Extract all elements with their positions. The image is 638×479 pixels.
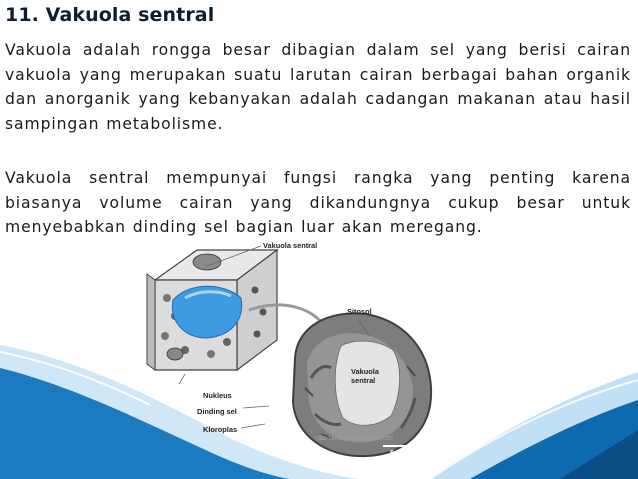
figure-watermark: rabi-biologi.blogspot.com	[315, 435, 393, 442]
label-sitosol: Sitosol	[347, 307, 372, 316]
label-kloroplas: Kloroplas	[203, 425, 238, 434]
label-center-line-2: sentral	[351, 376, 376, 385]
paragraph-function: Vakuola sentral mempunyai fungsi rangka yang penting karena biasanya volume cairan yang dikandungnya cukup besar untuk menyebabkan dinding sel bagian luar akan meregang.	[5, 169, 631, 236]
label-center-line-1: Vakuola	[351, 367, 379, 376]
label-vakuola-sentral: Vakuola sentral	[263, 241, 318, 250]
vacuole-figure	[145, 238, 435, 460]
slide-title: 11. Vakuola sentral	[5, 4, 215, 26]
scale-bar-label: 5 µm	[390, 448, 407, 457]
paragraph-definition: Vakuola adalah rongga besar dibagian dalam sel yang berisi cairan vakuola yang merupakan suatu larutan cairan berbagai bahan organik dan anorganik yang kebanyakan adalah cadangan makanan atau hasil sampingan metabolisme.	[5, 41, 631, 133]
plant-cell-diagram	[147, 250, 277, 370]
label-dinding-sel: Dinding sel	[197, 407, 237, 416]
label-nukleus: Nukleus	[203, 391, 232, 400]
